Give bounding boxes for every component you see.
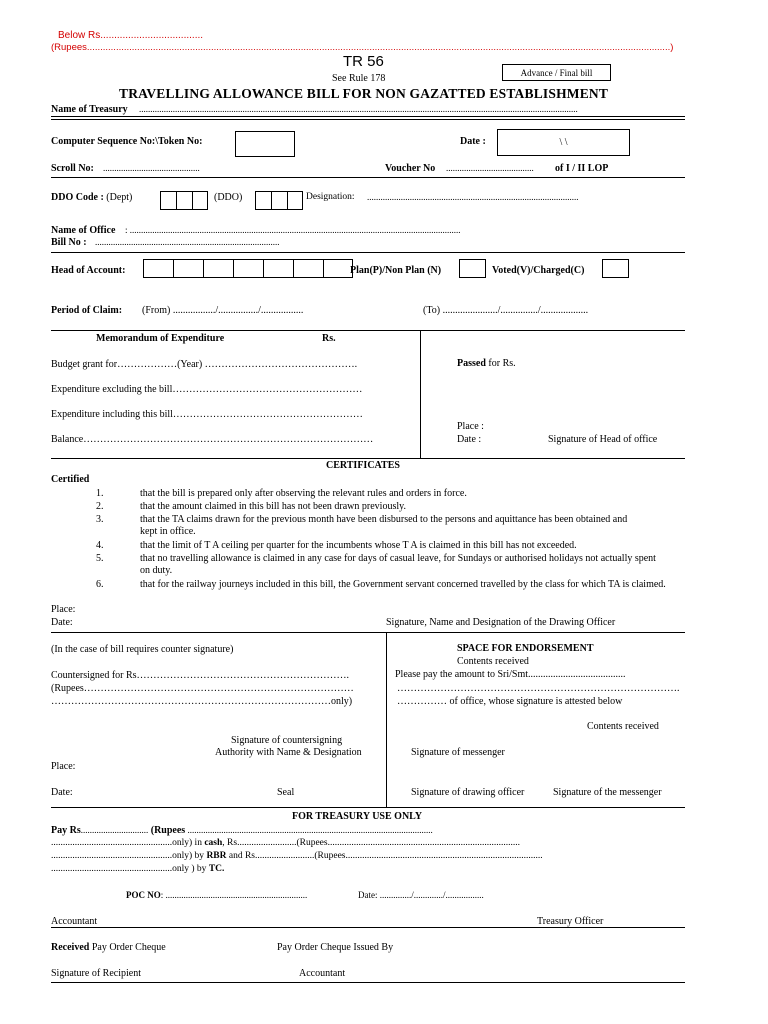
cash-line-b[interactable]: , Rs.........................(Rupees................................................................................. [222, 838, 520, 848]
memo-date: Date : [457, 434, 482, 445]
rupees-label: (Rupees [150, 825, 186, 836]
sig-messenger: Signature of messenger [411, 747, 505, 758]
endorsement-title: SPACE FOR ENDORSEMENT [457, 643, 594, 654]
bill-no-label: Bill No : [51, 237, 87, 248]
date-field[interactable]: \ \ [497, 129, 630, 156]
issued-by-label: Pay Order Cheque Issued By [277, 942, 394, 953]
cert-item: that the limit of T A ceiling per quarter for the incumbents whose T A is claimed in this bill has not exceeded. [140, 540, 577, 551]
office-label: Name of Office [51, 225, 116, 236]
pay-rs-field[interactable]: .............................. [80, 825, 149, 835]
passed-for-rs: for Rs. [485, 358, 516, 369]
cash-label: cash [204, 838, 223, 848]
counter-date: Date: [51, 787, 73, 798]
endorse-dots-field[interactable]: …………………………………………………………………………. [397, 683, 680, 694]
memo-place: Place : [457, 421, 484, 432]
office-field[interactable]: : ................................................................................................................................................... [125, 225, 461, 235]
expenditure-excluding-field[interactable]: Expenditure excluding the bill………………………………………………… [51, 384, 363, 395]
cert-item: that the TA claims drawn for the previous month have been disbursed to the persons and aquittance has been obtained and kept in office. [140, 514, 628, 537]
seal-label: Seal [277, 787, 295, 798]
treasury-officer-label: Treasury Officer [537, 916, 604, 927]
tc-line-a[interactable]: ...................................................only ) by [51, 864, 209, 874]
bill-type-box: Advance / Final bill [502, 64, 611, 81]
sig-head-of-office: Signature of Head of office [548, 434, 658, 445]
cert-num: 6. [96, 579, 104, 590]
sig-the-messenger: Signature of the messenger [553, 787, 662, 798]
csn-label: Computer Sequence No:\Token No: [51, 136, 203, 147]
treasury-field[interactable]: ................................................................................................................................................................................................... [139, 104, 578, 114]
dept-label: (Dept) [106, 192, 133, 203]
head-of-account-label: Head of Account: [51, 265, 126, 276]
countersign-note: (In the case of bill requires counter signature) [51, 644, 234, 655]
period-to-field[interactable]: (To) ....................../.............../................... [423, 305, 589, 316]
countersign-rupees-field[interactable]: (Rupees……………………………………………………………………… [51, 683, 354, 694]
pay-order-label: Pay Order Cheque [89, 942, 166, 953]
sig-recipient: Signature of Recipient [51, 968, 141, 979]
received-label: Received [51, 942, 90, 953]
rbr-line-a[interactable]: ...................................................only) by [51, 851, 207, 861]
expenditure-including-field[interactable]: Expenditure including this bill………………………………………………… [51, 409, 363, 420]
voted-field[interactable] [602, 259, 629, 278]
cert-item: that the amount claimed in this bill has not been drawn previously. [140, 501, 406, 512]
cert-date: Date: [51, 617, 73, 628]
accountant-label: Accountant [51, 916, 98, 927]
certificates-title: CERTIFICATES [326, 460, 400, 471]
countersigned-field[interactable]: Countersigned for Rs………………………………………………………. [51, 670, 350, 681]
period-from-field[interactable]: (From) ................./................/................. [142, 305, 304, 316]
balance-field[interactable]: Balance…………………………………………………………………………… [51, 434, 374, 445]
date-label: Date : [460, 136, 486, 147]
plan-label: Plan(P)/Non Plan (N) [350, 265, 442, 276]
lop-label: of I / II LOP [555, 163, 609, 174]
voucher-field[interactable]: ....................................... [446, 163, 534, 173]
cert-item: that for the railway journeys included in this bill, the Government servant concerned travelled by the class for which TA is claimed. [140, 579, 666, 590]
cert-item: that the bill is prepared only after observing the relevant rules and orders in force. [140, 488, 467, 499]
voucher-label: Voucher No [385, 163, 436, 174]
token-field[interactable] [235, 131, 295, 157]
cert-num: 2. [96, 501, 104, 512]
ddo-code-label: DDO Code : [51, 192, 104, 203]
passed-label: Passed [457, 358, 486, 369]
treasury-label: Name of Treasury [51, 104, 128, 115]
rupees-line: (Rupees.............................................................................................................................................................................................................................) [51, 42, 674, 53]
plan-field[interactable] [459, 259, 486, 278]
poc-field[interactable]: : ............................................................... [160, 890, 308, 900]
accountant-2-label: Accountant [299, 968, 346, 979]
cash-line-a[interactable]: ...................................................only) in [51, 838, 205, 848]
poc-date-field[interactable]: Date: ............../............./................. [358, 890, 484, 900]
cert-num: 3. [96, 514, 104, 525]
treasury-use-title: FOR TREASURY USE ONLY [292, 811, 423, 822]
rbr-label: RBR [206, 851, 227, 861]
see-rule: See Rule 178 [332, 73, 386, 84]
rupees-field[interactable]: ............................................................................................................. [185, 825, 433, 835]
endorse-contents: Contents received [457, 656, 529, 667]
cert-num: 5. [96, 553, 104, 564]
ddo-label: (DDO) [214, 192, 243, 203]
cert-num: 4. [96, 540, 104, 551]
sig-countersigning: Signature of countersigning [231, 735, 343, 746]
rbr-line-b[interactable]: and Rs.........................(Rupees................................................................................... [226, 851, 543, 861]
voted-label: Voted(V)/Charged(C) [492, 265, 585, 276]
designation-label: Designation: [306, 192, 355, 202]
head-of-account-cells[interactable] [143, 259, 353, 278]
scroll-label: Scroll No: [51, 163, 94, 174]
below-rs-line: Below Rs..................................... [58, 30, 204, 41]
sig-drawing-officer-2: Signature of drawing officer [411, 787, 525, 798]
memo-rs: Rs. [322, 333, 336, 344]
form-number: TR 56 [343, 53, 384, 70]
counter-place: Place: [51, 761, 76, 772]
sig-authority: Authority with Name & Designation [215, 747, 362, 758]
dept-code-cells[interactable] [160, 191, 208, 210]
designation-field[interactable]: .............................................................................................. [367, 192, 579, 202]
poc-label: POC NO [126, 890, 161, 900]
cert-item: that no travelling allowance is claimed in any case for days of casual leave, for Sundays or authorised holidays not actually spent on duty. [140, 553, 656, 576]
certified-label: Certified [51, 474, 90, 485]
pay-amount-field[interactable]: Please pay the amount to Sri/Smt....................................... [395, 669, 626, 680]
pay-rs-label: Pay Rs [51, 825, 81, 836]
bill-no-field[interactable]: .................................................................................. [95, 237, 280, 247]
endorse-contents-2: Contents received [587, 721, 659, 732]
budget-grant-field[interactable]: Budget grant for………………(Year) ………………………………………. [51, 359, 358, 370]
page-title: TRAVELLING ALLOWANCE BILL FOR NON GAZATTED ESTABLISHMENT [119, 86, 609, 101]
ddo-code-cells[interactable] [255, 191, 303, 210]
cert-num: 1. [96, 488, 104, 499]
period-label: Period of Claim: [51, 305, 123, 316]
tc-label: TC. [208, 864, 225, 874]
cert-place: Place: [51, 604, 76, 615]
countersign-only-field[interactable]: …………………………………………………………………………only) [51, 696, 353, 707]
scroll-field[interactable]: ........................................... [103, 163, 200, 173]
endorse-office-field[interactable]: …………… of office, whose signature is attested below [397, 696, 623, 707]
sig-drawing-officer: Signature, Name and Designation of the Drawing Officer [386, 617, 616, 628]
memo-title: Memorandum of Expenditure [96, 333, 225, 344]
